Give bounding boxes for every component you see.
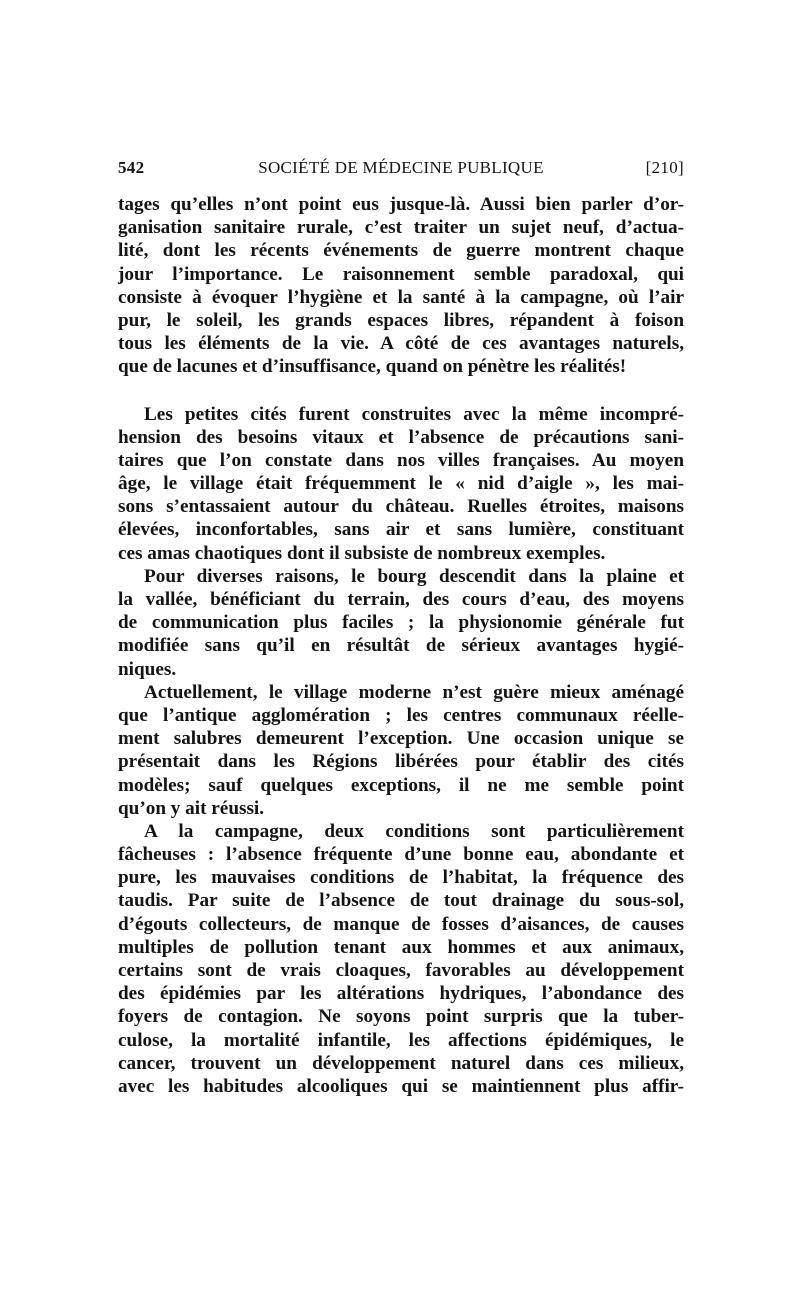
- text-line: fâcheuses : l’absence fréquente d’une bonne eau, abondante et: [118, 844, 684, 866]
- text-line: présentait dans les Régions libérées pour établir des cités: [118, 751, 684, 773]
- paragraph: [118, 681, 684, 820]
- text-line: que de lacunes et d’insuffisance, quand on pénètre les réalités!: [118, 356, 627, 378]
- paragraph: [118, 820, 684, 1098]
- text-line: Les petites cités furent construites avec la même incompré-: [144, 403, 684, 425]
- page-number: 542: [118, 158, 145, 177]
- text-line: que l’antique agglomération ; les centres communaux réelle-: [118, 704, 684, 726]
- text-line: hension des besoins vitaux et l’absence de précautions sani-: [118, 426, 684, 448]
- section-gap: [118, 379, 684, 403]
- text-line: ganisation sanitaire rurale, c’est traiter un sujet neuf, d’actua-: [118, 217, 684, 239]
- paragraph: [118, 403, 684, 565]
- text-line: des épidémies par les altérations hydriques, l’abondance des: [118, 983, 684, 1005]
- paragraph: [118, 565, 684, 681]
- text-line: foyers de contagion. Ne soyons point surpris que la tuber-: [118, 1006, 684, 1028]
- text-line: élevées, inconfortables, sans air et sans lumière, constituant: [118, 519, 684, 541]
- running-title: SOCIÉTÉ DE MÉDECINE PUBLIQUE: [258, 158, 544, 177]
- text-line: taudis. Par suite de l’absence de tout drainage du sous-sol,: [118, 890, 684, 912]
- page-body: [118, 193, 684, 1098]
- text-line: Actuellement, le village moderne n’est guère mieux aménagé: [144, 681, 684, 703]
- text-line: la vallée, bénéficiant du terrain, des cours d’eau, des moyens: [118, 589, 684, 610]
- text-line: culose, la mortalité infantile, les affections épidémiques, le: [118, 1029, 684, 1051]
- text-line: pure, les mauvaises conditions de l’habitat, la fréquence des: [118, 867, 684, 889]
- section-number: [210]: [645, 158, 684, 177]
- text-line: d’égouts collecteurs, de manque de fosses d’aisances, de causes: [118, 913, 684, 935]
- text-line: modèles; sauf quelques exceptions, il ne me semble point: [118, 774, 684, 796]
- text-line: tages qu’elles n’ont point eus jusque-là. Aussi bien parler d’or-: [118, 194, 684, 215]
- text-line: niques.: [118, 658, 177, 680]
- text-line: consiste à évoquer l’hygiène et la santé à la campagne, où l’air: [118, 286, 684, 308]
- running-header: [118, 158, 684, 184]
- text-line: ces amas chaotiques dont il subsiste de nombreux exemples.: [118, 542, 606, 564]
- text-line: taires que l’on constate dans nos villes françaises. Au moyen: [118, 449, 684, 471]
- paragraph: [118, 193, 684, 379]
- text-line: cancer, trouvent un développement naturel dans ces milieux,: [118, 1052, 684, 1074]
- text-line: pur, le soleil, les grands espaces libres, répandent à foison: [118, 309, 684, 331]
- text-line: ment salubres demeurent l’exception. Une occasion unique se: [118, 728, 684, 750]
- text-line: certains sont de vrais cloaques, favorables au développement: [118, 960, 684, 981]
- text-line: de communication plus faciles ; la physionomie générale fut: [118, 612, 684, 634]
- text-line: multiples de pollution tenant aux hommes et aux animaux,: [118, 936, 684, 958]
- text-line: tous les éléments de la vie. A côté de ces avantages naturels,: [118, 333, 684, 355]
- text-line: qu’on y ait réussi.: [118, 797, 265, 819]
- text-line: A la campagne, deux conditions sont particulièrement: [144, 820, 684, 842]
- text-line: lité, dont les récents événements de guerre montrent chaque: [118, 240, 684, 262]
- text-line: modifiée sans qu’il en résultât de sérieux avantages hygié-: [118, 635, 684, 657]
- text-line: âge, le village était fréquemment le « nid d’aigle », les mai-: [118, 473, 684, 495]
- text-line: Pour diverses raisons, le bourg descendit dans la plaine et: [144, 565, 684, 587]
- text-line: avec les habitudes alcooliques qui se maintiennent plus affir-: [118, 1075, 684, 1097]
- text-line: jour l’importance. Le raisonnement semble paradoxal, qui: [118, 263, 684, 285]
- text-line: sons s’entassaient autour du château. Ruelles étroites, maisons: [118, 496, 684, 518]
